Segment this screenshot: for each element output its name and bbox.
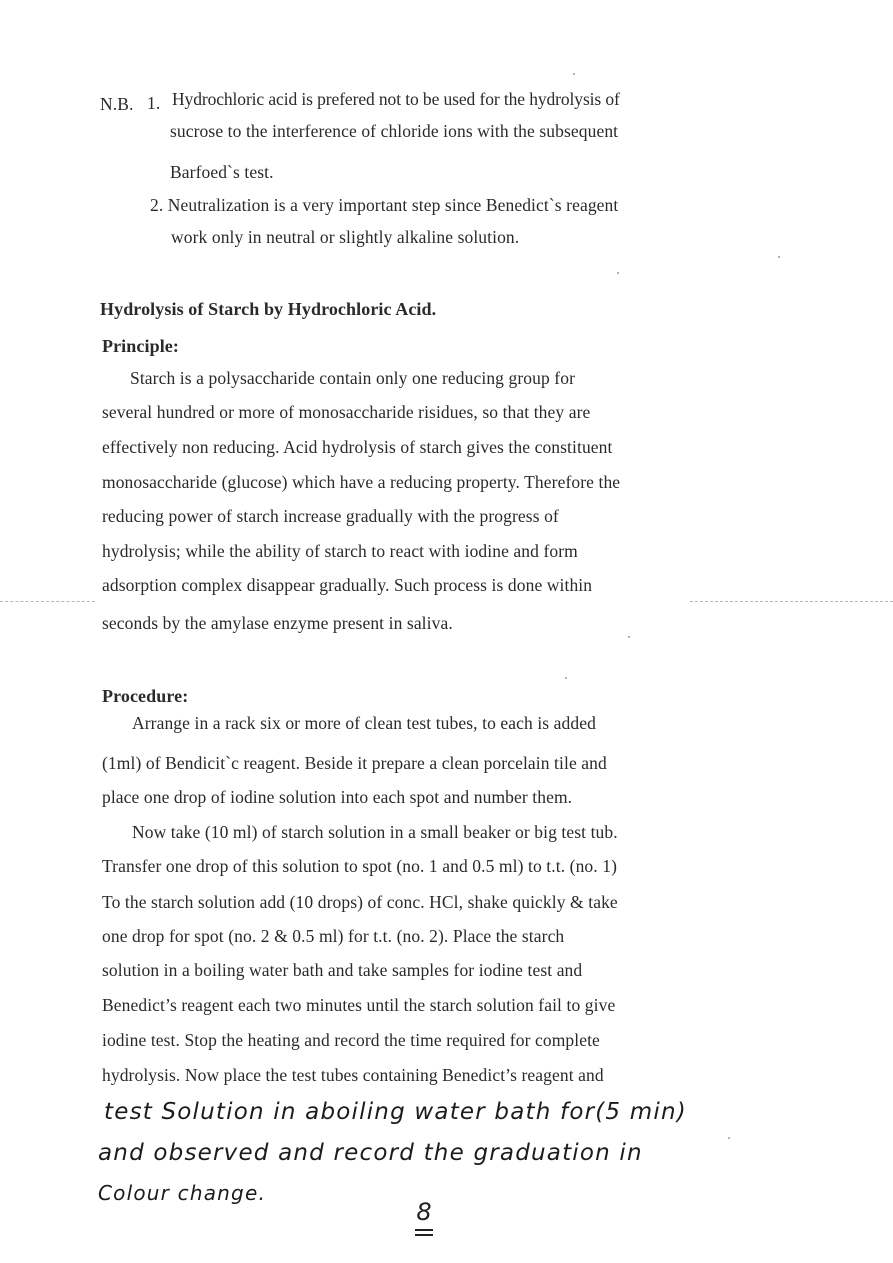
principle-line: effectively non reducing. Acid hydrolysis of starch gives the constituent <box>102 437 613 457</box>
procedure-line: solution in a boiling water bath and take samples for iodine test and <box>102 960 583 980</box>
procedure-line: place one drop of iodine solution into each spot and number them. <box>102 787 573 807</box>
procedure-heading: Procedure: <box>102 686 189 706</box>
scan-artifact-dash <box>690 601 893 602</box>
principle-line: seconds by the amylase enzyme present in saliva. <box>102 613 453 633</box>
principle-line: reducing power of starch increase gradually with the progress of <box>102 506 559 526</box>
page-number: 8 <box>416 1198 432 1226</box>
principle-line: several hundred or more of monosaccharide risidues, so that they are <box>102 402 591 422</box>
procedure-line: Benedict’s reagent each two minutes until the starch solution fail to give <box>102 995 616 1015</box>
principle-line: hydrolysis; while the ability of starch to react with iodine and form <box>102 541 578 561</box>
scan-speck <box>628 636 630 638</box>
note-1-line-3: Barfoed`s test. <box>170 162 274 182</box>
scan-speck <box>565 677 567 679</box>
section-title: Hydrolysis of Starch by Hydrochloric Acid. <box>100 299 437 319</box>
principle-line: Starch is a polysaccharide contain only one reducing group for <box>130 368 576 388</box>
principle-line: adsorption complex disappear gradually. Such process is done within <box>102 575 593 595</box>
nb-label: N.B. <box>100 94 134 114</box>
procedure-line: hydrolysis. Now place the test tubes containing Benedict’s reagent and <box>102 1065 604 1085</box>
procedure-line: Now take (10 ml) of starch solution in a small beaker or big test tub. <box>132 822 618 842</box>
page-number-underline <box>415 1234 433 1236</box>
handwritten-note-line: test Solution in aboiling water bath for(5 min) <box>104 1099 687 1125</box>
procedure-line: Transfer one drop of this solution to spot (no. 1 and 0.5 ml) to t.t. (no. 1) <box>102 856 618 876</box>
note-1-line-2: sucrose to the interference of chloride ions with the subsequent <box>170 121 619 141</box>
scan-speck <box>728 1137 730 1139</box>
principle-line: monosaccharide (glucose) which have a reducing property. Therefore the <box>102 472 621 492</box>
handwritten-note-line: and observed and record the graduation in <box>98 1140 643 1166</box>
scan-artifact-dash <box>0 601 95 602</box>
note-1-line-1: Hydrochloric acid is prefered not to be used for the hydrolysis of <box>172 89 620 109</box>
procedure-line: (1ml) of Bendicit`c reagent. Beside it prepare a clean porcelain tile and <box>102 753 607 773</box>
note-1-number: 1. <box>147 93 161 113</box>
procedure-line: To the starch solution add (10 drops) of conc. HCl, shake quickly & take <box>102 892 618 912</box>
note-2-line-1: 2. Neutralization is a very important step since Benedict`s reagent <box>150 195 619 215</box>
procedure-line: Arrange in a rack six or more of clean test tubes, to each is added <box>132 713 596 733</box>
note-2-line-2: work only in neutral or slightly alkaline solution. <box>171 227 520 247</box>
principle-heading: Principle: <box>102 336 179 356</box>
handwritten-note-line: Colour change. <box>98 1181 267 1205</box>
scan-speck <box>617 272 619 274</box>
procedure-line: iodine test. Stop the heating and record the time required for complete <box>102 1030 600 1050</box>
scan-speck <box>778 256 780 258</box>
procedure-line: one drop for spot (no. 2 & 0.5 ml) for t.t. (no. 2). Place the starch <box>102 926 565 946</box>
page-number-underline <box>415 1229 433 1231</box>
scan-speck <box>573 73 575 75</box>
